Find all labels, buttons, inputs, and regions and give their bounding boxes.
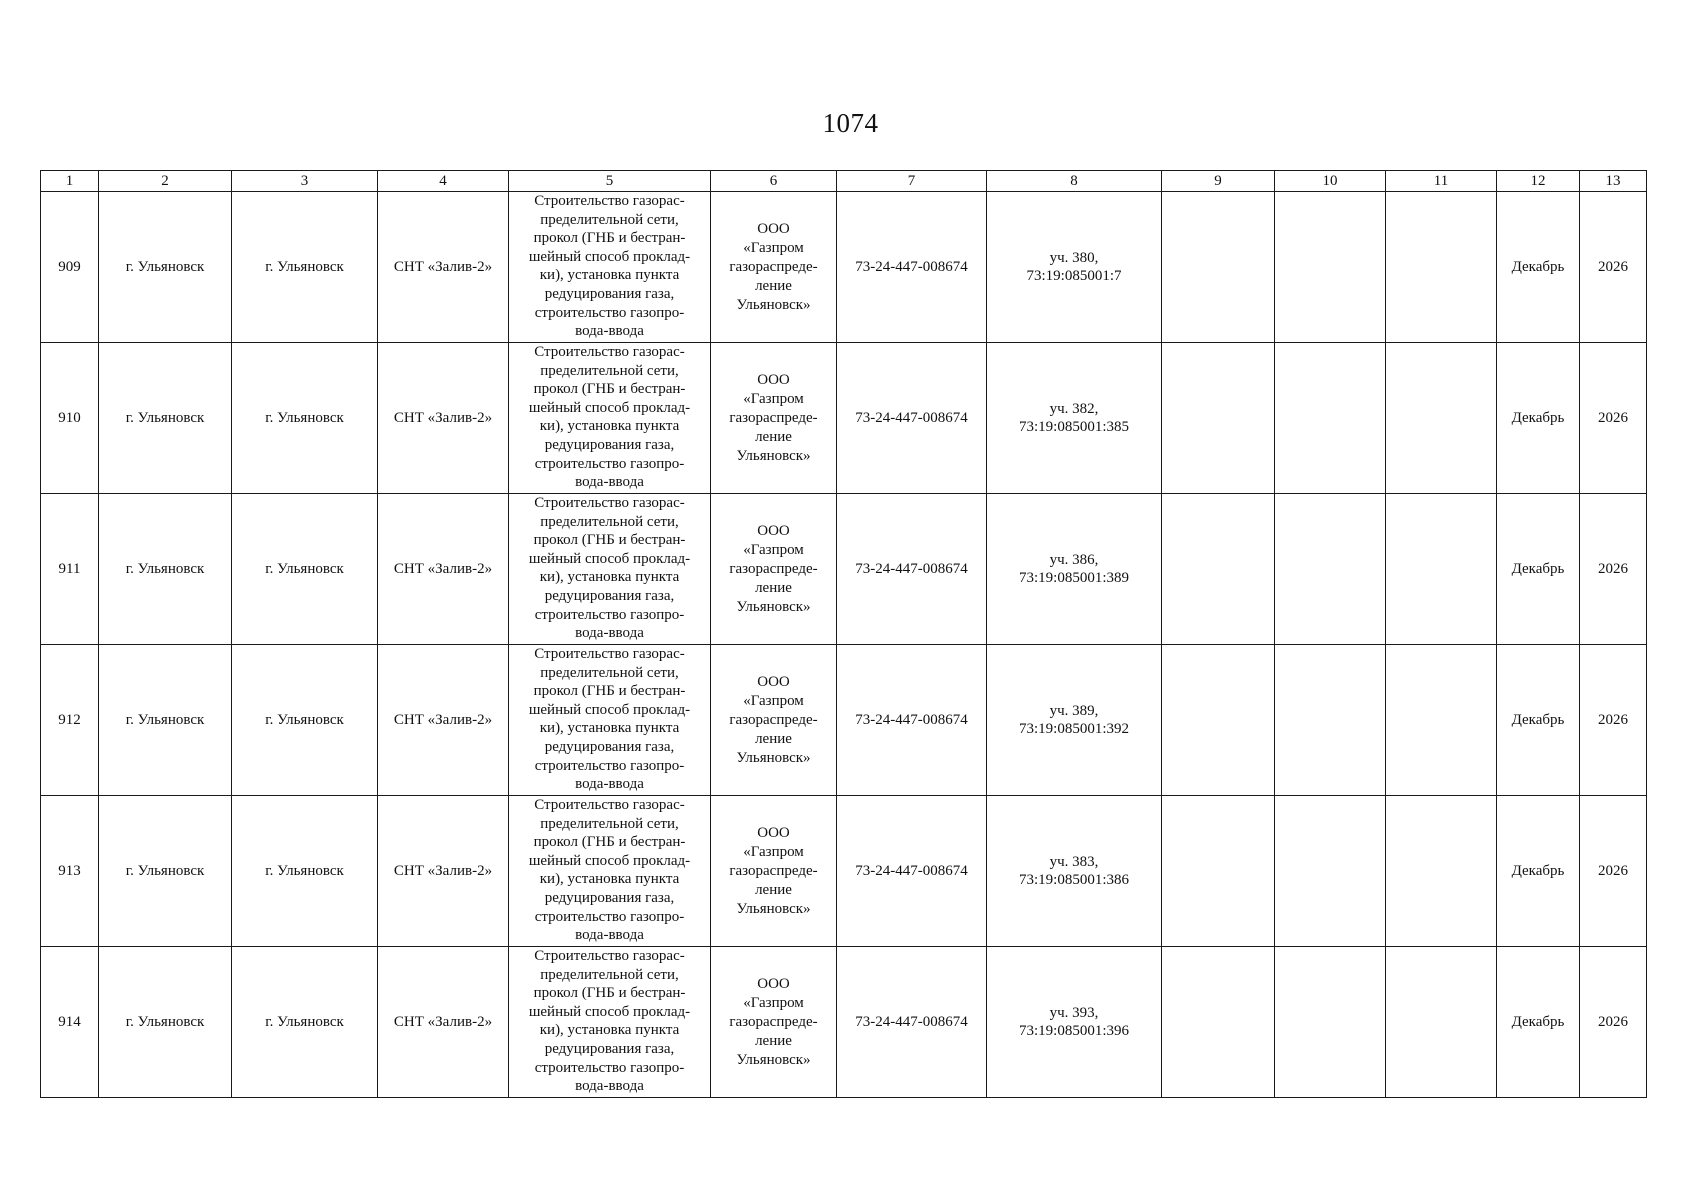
work-description-line: редуцирования газа,: [544, 738, 675, 755]
location-cell: СНТ «Залив-2»: [378, 343, 509, 494]
work-description-line: пределительной сети,: [540, 362, 679, 379]
organization-line: «Газпром: [743, 843, 804, 860]
organization-line: Ульяновск»: [736, 296, 811, 313]
settlement-cell: г. Ульяновск: [232, 947, 378, 1098]
table-row: [41, 645, 1647, 796]
empty-cell-10: [1275, 192, 1386, 343]
settlement-cell: г. Ульяновск: [232, 494, 378, 645]
month-cell: Декабрь: [1497, 192, 1580, 343]
empty-cell-9: [1162, 796, 1275, 947]
plot-line: уч. 380,: [1049, 249, 1099, 266]
organization-line: ООО: [757, 824, 790, 841]
work-description-line: пределительной сети,: [540, 966, 679, 983]
plot-line: 73:19:085001:385: [1018, 419, 1129, 435]
month-cell: Декабрь: [1497, 947, 1580, 1098]
plot-cell: [987, 947, 1162, 1098]
work-description-line: редуцирования газа,: [544, 587, 675, 604]
plot-line: уч. 393,: [1049, 1004, 1099, 1021]
work-description-line: ки), установка пункта: [539, 418, 680, 435]
plot-line: 73:19:085001:386: [1018, 872, 1129, 888]
year-cell: 2026: [1580, 192, 1647, 343]
work-description-line: ки), установка пункта: [539, 569, 680, 586]
year-cell: 2026: [1580, 947, 1647, 1098]
empty-cell-11: [1386, 796, 1497, 947]
work-description-line: ки), установка пункта: [539, 871, 680, 888]
plot-line: уч. 383,: [1049, 853, 1099, 870]
plot-cell: [987, 192, 1162, 343]
work-description-cell: [509, 947, 711, 1098]
work-description-line: ки), установка пункта: [539, 267, 680, 284]
row-number-cell: 912: [41, 645, 99, 796]
district-cell: г. Ульяновск: [99, 796, 232, 947]
year-cell: 2026: [1580, 645, 1647, 796]
column-header-10: 10: [1275, 171, 1386, 192]
settlement-cell: г. Ульяновск: [232, 796, 378, 947]
organization-cell: [711, 947, 837, 1098]
location-cell: СНТ «Залив-2»: [378, 645, 509, 796]
work-description-line: прокол (ГНБ и бестран-: [533, 683, 686, 700]
row-number-cell: 909: [41, 192, 99, 343]
header-row: [41, 171, 1647, 192]
work-description-line: шейный способ проклад-: [528, 852, 691, 869]
empty-cell-11: [1386, 343, 1497, 494]
work-description-line: вода-ввода: [575, 1078, 644, 1095]
table-row: [41, 343, 1647, 494]
location-cell: СНТ «Залив-2»: [378, 192, 509, 343]
work-description-line: шейный способ проклад-: [528, 1003, 691, 1020]
table-body: [41, 192, 1647, 1098]
empty-cell-9: [1162, 645, 1275, 796]
month-cell: Декабрь: [1497, 343, 1580, 494]
code-cell: 73-24-447-008674: [837, 343, 987, 494]
work-description-line: строительство газопро-: [534, 757, 685, 774]
column-header-12: 12: [1497, 171, 1580, 192]
district-cell: г. Ульяновск: [99, 494, 232, 645]
organization-line: ООО: [757, 371, 790, 388]
organization-line: «Газпром: [743, 541, 804, 558]
column-header-9: 9: [1162, 171, 1275, 192]
empty-cell-11: [1386, 947, 1497, 1098]
work-description-line: Строительство газорас-: [534, 646, 685, 662]
empty-cell-9: [1162, 343, 1275, 494]
register-table: [40, 170, 1647, 1098]
column-header-5: 5: [509, 171, 711, 192]
plot-cell: [987, 343, 1162, 494]
organization-line: ление: [755, 730, 792, 747]
column-header-6: 6: [711, 171, 837, 192]
work-description-line: вода-ввода: [575, 323, 644, 340]
organization-cell: [711, 343, 837, 494]
work-description-line: строительство газопро-: [534, 304, 685, 321]
table-row: [41, 796, 1647, 947]
month-cell: Декабрь: [1497, 494, 1580, 645]
plot-line: 73:19:085001:7: [1026, 268, 1122, 284]
plot-line: 73:19:085001:392: [1018, 721, 1129, 737]
work-description-line: Строительство газорас-: [534, 797, 685, 813]
work-description-cell: [509, 192, 711, 343]
work-description-line: ки), установка пункта: [539, 1022, 680, 1039]
organization-line: ление: [755, 1032, 792, 1049]
empty-cell-9: [1162, 494, 1275, 645]
table-row: [41, 494, 1647, 645]
work-description-line: прокол (ГНБ и бестран-: [533, 985, 686, 1002]
organization-cell: [711, 494, 837, 645]
work-description-line: шейный способ проклад-: [528, 701, 691, 718]
work-description-line: строительство газопро-: [534, 908, 685, 925]
work-description-line: вода-ввода: [575, 625, 644, 642]
work-description-cell: [509, 645, 711, 796]
organization-line: газораспреде-: [729, 409, 818, 426]
work-description-line: вода-ввода: [575, 927, 644, 944]
work-description-line: редуцирования газа,: [544, 436, 675, 453]
table-row: [41, 947, 1647, 1098]
district-cell: г. Ульяновск: [99, 645, 232, 796]
organization-line: ление: [755, 277, 792, 294]
work-description-line: шейный способ проклад-: [528, 399, 691, 416]
organization-line: Ульяновск»: [736, 1051, 811, 1068]
work-description-cell: [509, 494, 711, 645]
organization-line: газораспреде-: [729, 560, 818, 577]
column-header-7: 7: [837, 171, 987, 192]
organization-line: «Газпром: [743, 239, 804, 256]
organization-line: «Газпром: [743, 390, 804, 407]
empty-cell-10: [1275, 343, 1386, 494]
empty-cell-11: [1386, 494, 1497, 645]
work-description-line: строительство газопро-: [534, 455, 685, 472]
code-cell: 73-24-447-008674: [837, 192, 987, 343]
plot-cell: [987, 645, 1162, 796]
work-description-line: шейный способ проклад-: [528, 248, 691, 265]
work-description-cell: [509, 343, 711, 494]
row-number-cell: 913: [41, 796, 99, 947]
column-header-4: 4: [378, 171, 509, 192]
organization-line: ление: [755, 428, 792, 445]
page-number: 1074: [822, 108, 879, 138]
district-cell: г. Ульяновск: [99, 343, 232, 494]
code-cell: 73-24-447-008674: [837, 494, 987, 645]
code-cell: 73-24-447-008674: [837, 947, 987, 1098]
organization-line: Ульяновск»: [736, 749, 811, 766]
plot-line: уч. 389,: [1049, 702, 1099, 719]
work-description-line: вода-ввода: [575, 776, 644, 793]
work-description-line: редуцирования газа,: [544, 1040, 675, 1057]
location-cell: СНТ «Залив-2»: [378, 947, 509, 1098]
month-cell: Декабрь: [1497, 796, 1580, 947]
month-cell: Декабрь: [1497, 645, 1580, 796]
district-cell: г. Ульяновск: [99, 947, 232, 1098]
organization-line: газораспреде-: [729, 711, 818, 728]
empty-cell-10: [1275, 494, 1386, 645]
work-description-line: шейный способ проклад-: [528, 550, 691, 567]
year-cell: 2026: [1580, 796, 1647, 947]
work-description-line: редуцирования газа,: [544, 889, 675, 906]
column-header-2: 2: [99, 171, 232, 192]
work-description-line: пределительной сети,: [540, 211, 679, 228]
column-header-3: 3: [232, 171, 378, 192]
organization-line: ООО: [757, 220, 790, 237]
work-description-line: ки), установка пункта: [539, 720, 680, 737]
row-number-cell: 910: [41, 343, 99, 494]
year-cell: 2026: [1580, 494, 1647, 645]
work-description-line: Строительство газорас-: [534, 948, 685, 964]
location-cell: СНТ «Залив-2»: [378, 796, 509, 947]
empty-cell-10: [1275, 947, 1386, 1098]
organization-line: «Газпром: [743, 994, 804, 1011]
column-header-11: 11: [1386, 171, 1497, 192]
settlement-cell: г. Ульяновск: [232, 192, 378, 343]
empty-cell-10: [1275, 796, 1386, 947]
column-header-8: 8: [987, 171, 1162, 192]
work-description-line: прокол (ГНБ и бестран-: [533, 834, 686, 851]
work-description-line: Строительство газорас-: [534, 193, 685, 209]
empty-cell-9: [1162, 192, 1275, 343]
work-description-line: строительство газопро-: [534, 1059, 685, 1076]
organization-cell: [711, 796, 837, 947]
work-description-cell: [509, 796, 711, 947]
plot-cell: [987, 494, 1162, 645]
plot-line: уч. 382,: [1049, 400, 1099, 417]
organization-line: «Газпром: [743, 692, 804, 709]
plot-line: 73:19:085001:389: [1018, 570, 1129, 586]
organization-line: газораспреде-: [729, 1013, 818, 1030]
organization-line: ООО: [757, 673, 790, 690]
work-description-line: Строительство газорас-: [534, 495, 685, 511]
empty-cell-9: [1162, 947, 1275, 1098]
work-description-line: пределительной сети,: [540, 815, 679, 832]
organization-line: ООО: [757, 975, 790, 992]
empty-cell-11: [1386, 192, 1497, 343]
settlement-cell: г. Ульяновск: [232, 645, 378, 796]
settlement-cell: г. Ульяновск: [232, 343, 378, 494]
work-description-line: пределительной сети,: [540, 664, 679, 681]
organization-cell: [711, 192, 837, 343]
work-description-line: прокол (ГНБ и бестран-: [533, 230, 686, 247]
work-description-line: прокол (ГНБ и бестран-: [533, 532, 686, 549]
organization-line: Ульяновск»: [736, 900, 811, 917]
work-description-line: вода-ввода: [575, 474, 644, 491]
code-cell: 73-24-447-008674: [837, 645, 987, 796]
district-cell: г. Ульяновск: [99, 192, 232, 343]
organization-cell: [711, 645, 837, 796]
organization-line: Ульяновск»: [736, 598, 811, 615]
year-cell: 2026: [1580, 343, 1647, 494]
organization-line: ООО: [757, 522, 790, 539]
organization-line: газораспреде-: [729, 862, 818, 879]
work-description-line: Строительство газорас-: [534, 344, 685, 360]
row-number-cell: 911: [41, 494, 99, 645]
table-row: [41, 192, 1647, 343]
empty-cell-10: [1275, 645, 1386, 796]
column-header-1: 1: [41, 171, 99, 192]
work-description-line: строительство газопро-: [534, 606, 685, 623]
row-number-cell: 914: [41, 947, 99, 1098]
work-description-line: редуцирования газа,: [544, 285, 675, 302]
empty-cell-11: [1386, 645, 1497, 796]
organization-line: ление: [755, 881, 792, 898]
work-description-line: пределительной сети,: [540, 513, 679, 530]
column-header-13: 13: [1580, 171, 1647, 192]
organization-line: газораспреде-: [729, 258, 818, 275]
organization-line: Ульяновск»: [736, 447, 811, 464]
code-cell: 73-24-447-008674: [837, 796, 987, 947]
organization-line: ление: [755, 579, 792, 596]
work-description-line: прокол (ГНБ и бестран-: [533, 381, 686, 398]
plot-line: 73:19:085001:396: [1018, 1023, 1129, 1039]
plot-line: уч. 386,: [1049, 551, 1099, 568]
location-cell: СНТ «Залив-2»: [378, 494, 509, 645]
plot-cell: [987, 796, 1162, 947]
